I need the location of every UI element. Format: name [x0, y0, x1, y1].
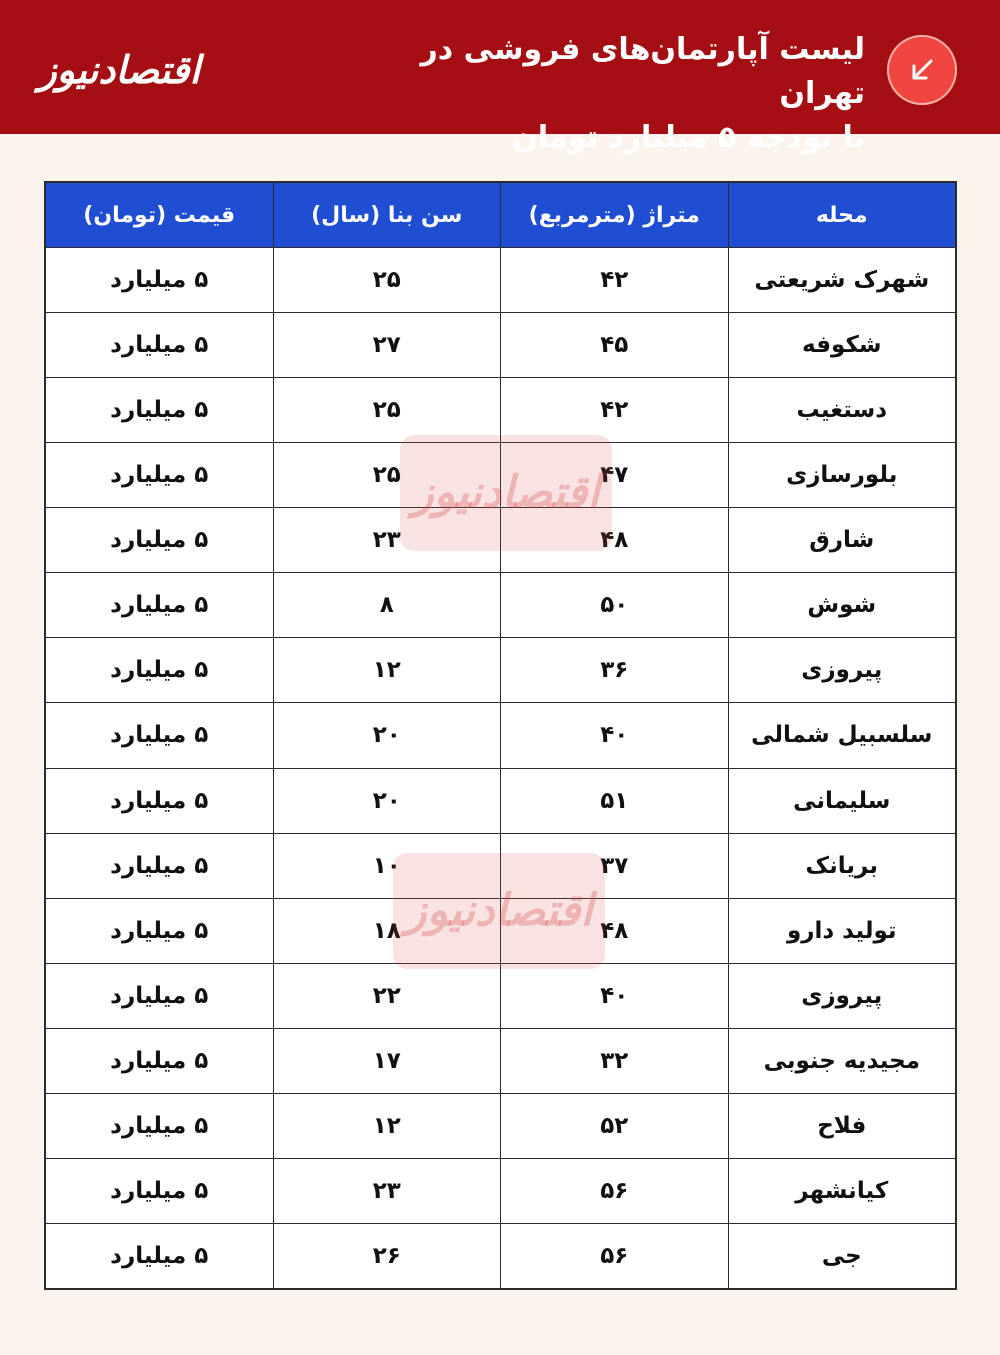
cell-price: ۵ میلیارد	[46, 703, 274, 768]
table-row	[46, 248, 956, 313]
cell-area: ۴۸	[501, 508, 729, 573]
cell-area: ۵۰	[501, 573, 729, 638]
cell-age: ۲۵	[273, 248, 501, 313]
cell-neighborhood: شهرک شریعتی	[728, 248, 956, 313]
cell-neighborhood: بریانک	[728, 833, 956, 898]
cell-neighborhood: سلیمانی	[728, 768, 956, 833]
brand-logo: اقتصادنیوز	[38, 47, 200, 92]
cell-area: ۴۸	[501, 898, 729, 963]
cell-area: ۴۰	[501, 963, 729, 1028]
table-row	[46, 638, 956, 703]
cell-price: ۵ میلیارد	[46, 1223, 274, 1288]
cell-price: ۵ میلیارد	[46, 833, 274, 898]
table-row	[46, 508, 956, 573]
table-row	[46, 378, 956, 443]
table-row	[46, 573, 956, 638]
cell-age: ۲۲	[273, 963, 501, 1028]
cell-price: ۵ میلیارد	[46, 963, 274, 1028]
title-line-1: لیست آپارتمان‌های فروشی در تهران	[420, 32, 865, 111]
arrow-badge	[887, 35, 957, 105]
column-header-price: قیمت (تومان)	[46, 183, 274, 248]
cell-neighborhood: کیانشهر	[728, 1158, 956, 1223]
cell-area: ۴۲	[501, 248, 729, 313]
cell-area: ۴۷	[501, 443, 729, 508]
cell-area: ۴۵	[501, 313, 729, 378]
watermark-logo: اقتصادنیوز	[393, 853, 605, 969]
cell-neighborhood: تولید دارو	[728, 898, 956, 963]
cell-age: ۲۷	[273, 313, 501, 378]
table-row	[46, 1223, 956, 1288]
table-row	[46, 833, 956, 898]
cell-price: ۵ میلیارد	[46, 573, 274, 638]
cell-age: ۱۰	[273, 833, 501, 898]
table-row	[46, 898, 956, 963]
cell-neighborhood: شارق	[728, 508, 956, 573]
table-row	[46, 963, 956, 1028]
cell-area: ۴۲	[501, 378, 729, 443]
table-body	[46, 248, 956, 1289]
column-header-age: سن بنا (سال)	[273, 183, 501, 248]
table-row	[46, 768, 956, 833]
cell-neighborhood: فلاح	[728, 1093, 956, 1158]
cell-age: ۱۸	[273, 898, 501, 963]
cell-age: ۲۳	[273, 1158, 501, 1223]
cell-neighborhood: بلورسازی	[728, 443, 956, 508]
cell-age: ۲۳	[273, 508, 501, 573]
cell-price: ۵ میلیارد	[46, 1158, 274, 1223]
cell-area: ۵۶	[501, 1223, 729, 1288]
cell-neighborhood: پیروزی	[728, 638, 956, 703]
cell-age: ۲۰	[273, 703, 501, 768]
cell-price: ۵ میلیارد	[46, 313, 274, 378]
cell-area: ۴۰	[501, 703, 729, 768]
cell-area: ۳۶	[501, 638, 729, 703]
cell-area: ۵۱	[501, 768, 729, 833]
cell-price: ۵ میلیارد	[46, 1028, 274, 1093]
cell-price: ۵ میلیارد	[46, 1093, 274, 1158]
table-row	[46, 443, 956, 508]
watermark-logo: اقتصادنیوز	[400, 435, 612, 551]
cell-price: ۵ میلیارد	[46, 768, 274, 833]
cell-age: ۱۲	[273, 1093, 501, 1158]
column-header-neighborhood: محله	[728, 183, 956, 248]
cell-price: ۵ میلیارد	[46, 378, 274, 443]
cell-neighborhood: سلسبیل شمالی	[728, 703, 956, 768]
cell-neighborhood: مجیدیه جنوبی	[728, 1028, 956, 1093]
cell-age: ۲۵	[273, 443, 501, 508]
table-row	[46, 1093, 956, 1158]
cell-neighborhood: شکوفه	[728, 313, 956, 378]
cell-price: ۵ میلیارد	[46, 248, 274, 313]
table-row	[46, 313, 956, 378]
page-title	[345, 28, 865, 160]
table-header-row	[46, 183, 956, 248]
listing-table	[44, 181, 957, 1290]
cell-price: ۵ میلیارد	[46, 508, 274, 573]
cell-area: ۳۲	[501, 1028, 729, 1093]
cell-age: ۲۰	[273, 768, 501, 833]
table-row	[46, 1028, 956, 1093]
cell-neighborhood: شوش	[728, 573, 956, 638]
cell-neighborhood: دستغیب	[728, 378, 956, 443]
cell-neighborhood: پیروزی	[728, 963, 956, 1028]
cell-price: ۵ میلیارد	[46, 638, 274, 703]
table-row	[46, 703, 956, 768]
cell-neighborhood: جی	[728, 1223, 956, 1288]
cell-age: ۱۷	[273, 1028, 501, 1093]
cell-age: ۸	[273, 573, 501, 638]
cell-price: ۵ میلیارد	[46, 898, 274, 963]
cell-age: ۲۵	[273, 378, 501, 443]
header-banner	[0, 0, 1000, 155]
title-line-2: با بودجه ۵ میلیارد تومان	[512, 120, 865, 155]
cell-area: ۵۶	[501, 1158, 729, 1223]
arrow-down-left-icon	[904, 52, 940, 88]
cell-area: ۳۷	[501, 833, 729, 898]
column-header-area: متراژ (مترمربع)	[501, 183, 729, 248]
cell-price: ۵ میلیارد	[46, 443, 274, 508]
cell-area: ۵۲	[501, 1093, 729, 1158]
cell-age: ۲۶	[273, 1223, 501, 1288]
cell-age: ۱۲	[273, 638, 501, 703]
table-row	[46, 1158, 956, 1223]
